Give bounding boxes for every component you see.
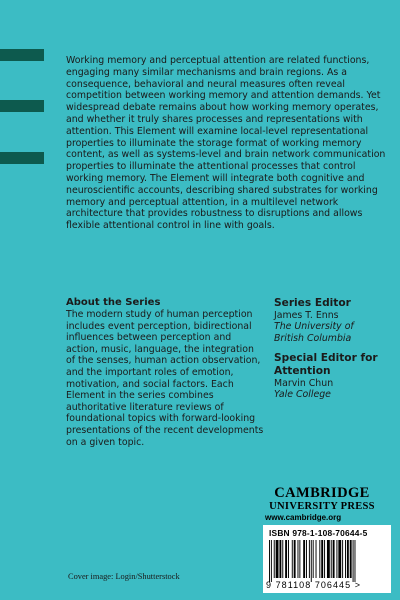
- about-series-text: The modern study of human perception includes event perception, bidirectional influences between perception and action, music, language, the integration of the senses, human action observation, and the important roles of emotion, motivation, and social factors. Each Element in the series combines authoritative literature reviews of foundational topics with forward-looking presentations of the recent developments on a given topic.: [66, 309, 264, 448]
- special-editor-heading-2: Attention: [274, 364, 331, 377]
- special-editor-heading-1: Special Editor for: [274, 352, 378, 365]
- publisher-name-line1: CAMBRIDGE: [274, 485, 370, 501]
- accent-bar-1: [0, 49, 44, 61]
- about-series-heading: About the Series: [66, 297, 161, 308]
- editors-section: [274, 297, 394, 401]
- special-editor-name: Marvin Chun: [274, 377, 334, 389]
- isbn-barcode: [263, 525, 391, 593]
- barcode-digits: 9 781108 706445 >: [266, 580, 362, 590]
- publisher-website: www.cambridge.org: [265, 513, 342, 522]
- accent-bar-2: [0, 100, 44, 112]
- publisher-logo: [262, 486, 382, 523]
- series-editor-heading: Series Editor: [274, 297, 351, 309]
- publisher-name-line2: UNIVERSITY PRESS: [269, 501, 375, 512]
- accent-bar-3: [0, 152, 44, 164]
- isbn-label: ISBN 978-1-108-70644-5: [269, 528, 368, 538]
- special-editor-block: [274, 352, 394, 400]
- series-editor-block: [274, 297, 394, 344]
- book-blurb: Working memory and perceptual attention are related functions, engaging many similar mechanisms and brain regions. As a consequence, behavioral and neural measures often reveal competition between working memory and attention demands. Yet widespread debate remains about how working memory operates, and whether it truly shares processes and representations with attention. This Element will examine local-level representational properties to illuminate the storage format of working memory content, as well as systems-level and brain network communication properties to illuminate the attentional processes that control working memory. The Element will integrate both cognitive and neuroscientific accounts, describing shared substrates for working memory and perceptual attention, in a multilevel network architecture that provides robustness to disruptions and allows flexible attentional control in line with goals.: [66, 55, 386, 232]
- series-editor-affiliation-1: The University of: [274, 321, 354, 333]
- cover-image-credit: Cover image: Login/Shutterstock: [68, 572, 180, 581]
- barcode-icon: [267, 540, 383, 582]
- series-editor-affiliation-2: British Columbia: [274, 332, 352, 344]
- about-series-section: [66, 297, 264, 448]
- special-editor-affiliation: Yale College: [274, 389, 331, 401]
- series-editor-name: James T. Enns: [274, 309, 339, 321]
